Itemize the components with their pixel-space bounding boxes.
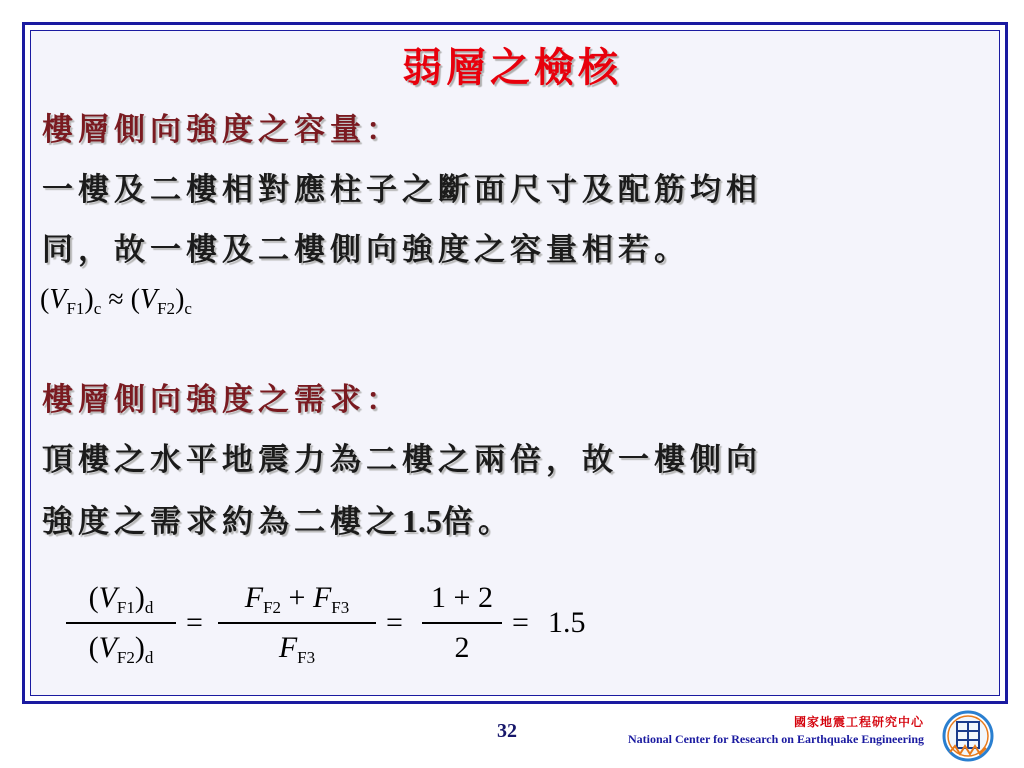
demand-heading: 樓層側向強度之需求：	[42, 382, 402, 418]
capacity-line-2: 同，故一樓及二樓側向強度之容量相若。	[42, 232, 690, 268]
formula-sub: F2	[157, 299, 176, 318]
ncree-logo-icon	[942, 710, 994, 762]
fraction-numerator: 1 + 2	[431, 581, 493, 614]
demand-line-1: 頂樓之水平地震力為二樓之兩倍，故一樓側向	[42, 442, 762, 478]
fraction-demand-ratio: $(V_{F1})_d$ $(V_{F2})_d$	[66, 578, 176, 668]
equals-sign: =	[386, 606, 403, 639]
capacity-line-1: 一樓及二樓相對應柱子之斷面尺寸及配筋均相	[42, 172, 762, 208]
formula-sub: c	[93, 299, 102, 318]
formula-sub: d	[144, 647, 154, 667]
formula-sub: d	[144, 598, 154, 617]
formula-var: V	[98, 630, 117, 664]
formula-sub: F1	[116, 598, 135, 617]
demand-ratio-number: 1.5	[402, 503, 442, 539]
result-value: 1.5	[548, 606, 586, 639]
formula-var: V	[49, 284, 67, 315]
approx-symbol: ≈	[108, 284, 124, 315]
equals-sign: =	[512, 606, 529, 639]
fraction-bar	[218, 622, 376, 624]
demand-line-2	[42, 496, 514, 541]
slide-title: 弱層之檢核	[402, 44, 622, 91]
fraction-force-ratio	[218, 578, 376, 668]
formula-sub: F3	[297, 647, 316, 667]
fraction-bar	[422, 622, 502, 624]
plus-sign: +	[288, 581, 306, 614]
formula-var: V	[98, 581, 117, 614]
formula-sub: c	[184, 299, 192, 318]
page-number: 32	[497, 720, 517, 742]
formula-sub: F2	[116, 647, 135, 667]
fraction-bar	[66, 622, 176, 624]
formula-var: F	[278, 630, 298, 664]
demand-line-2-prefix: 強度之需求約為二樓之	[42, 504, 402, 540]
org-name-zh: 國家地震工程研究中心	[793, 715, 924, 729]
formula-sub: F2	[263, 598, 282, 617]
demand-line-2-suffix: 倍。	[442, 504, 514, 540]
formula-sub: F3	[331, 598, 350, 617]
formula-var: F	[312, 581, 332, 614]
org-name-en: National Center for Research on Earthquake Engineering	[628, 732, 924, 746]
fraction-numeric	[422, 578, 502, 668]
formula-var: V	[139, 284, 158, 315]
capacity-heading: 樓層側向強度之容量：	[42, 112, 402, 148]
fraction-denominator: 2	[454, 630, 470, 664]
formula-sub: F1	[66, 299, 85, 318]
capacity-formula: $(V_{F1})_c \approx (V_{F2})_c$	[40, 284, 192, 318]
formula-var: F	[244, 581, 264, 614]
equals-sign: =	[186, 606, 203, 639]
